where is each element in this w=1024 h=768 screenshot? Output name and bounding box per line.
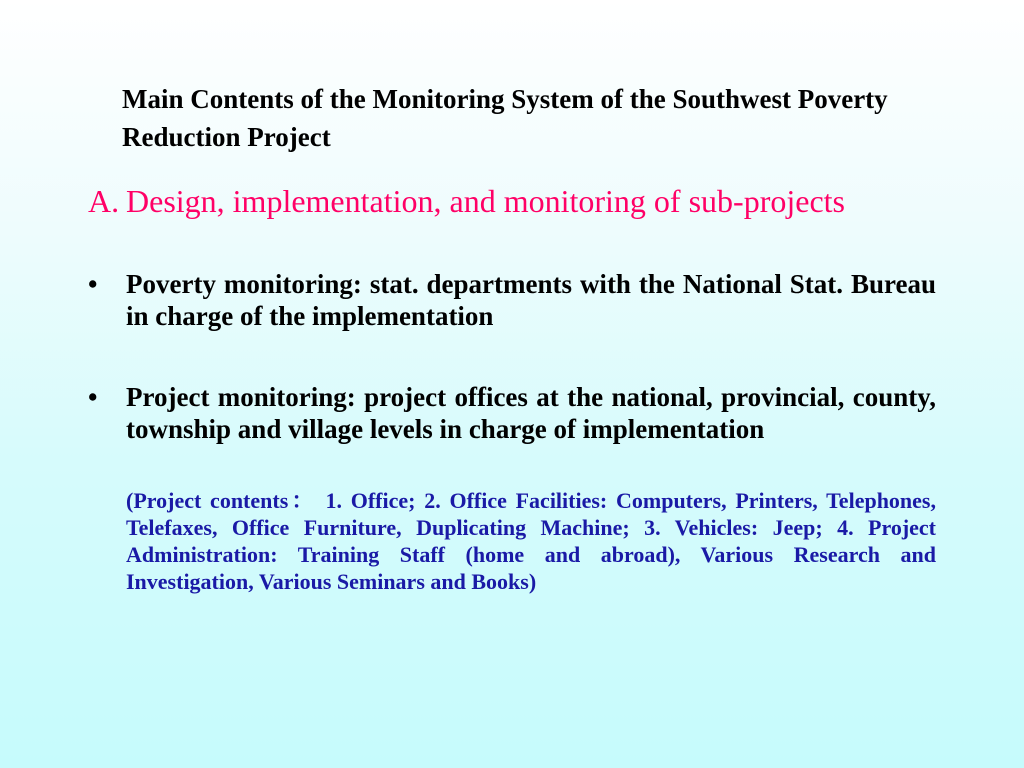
section-heading-text: Design, implementation, and monitoring of sub-projects xyxy=(126,183,845,219)
section-letter: A. xyxy=(88,183,120,219)
bullet-marker: • xyxy=(88,269,98,299)
slide-title: Main Contents of the Monitoring System of the Southwest Poverty Reduction Project xyxy=(122,84,888,152)
bullet-marker: • xyxy=(88,382,98,412)
bullet-text: Project monitoring: project offices at the national, provincial, county, township and village levels in charge of implementation xyxy=(126,382,936,444)
bullet-poverty-monitoring xyxy=(88,268,936,332)
bullet-project-monitoring xyxy=(88,381,936,445)
project-contents-note: (Project contents： 1. Office; 2. Office Facilities: Computers, Printers, Telephones, Telefaxes, Office Furniture, Duplicating Machine; 3. Vehicles: Jeep; 4. Project Administration: Training Staff (home and abroad), Various Research and Investigation, Various Seminars and Books) xyxy=(126,488,936,594)
section-heading xyxy=(88,183,936,219)
bullet-text: Poverty monitoring: stat. departments with the National Stat. Bureau in charge of the implementation xyxy=(126,269,936,331)
